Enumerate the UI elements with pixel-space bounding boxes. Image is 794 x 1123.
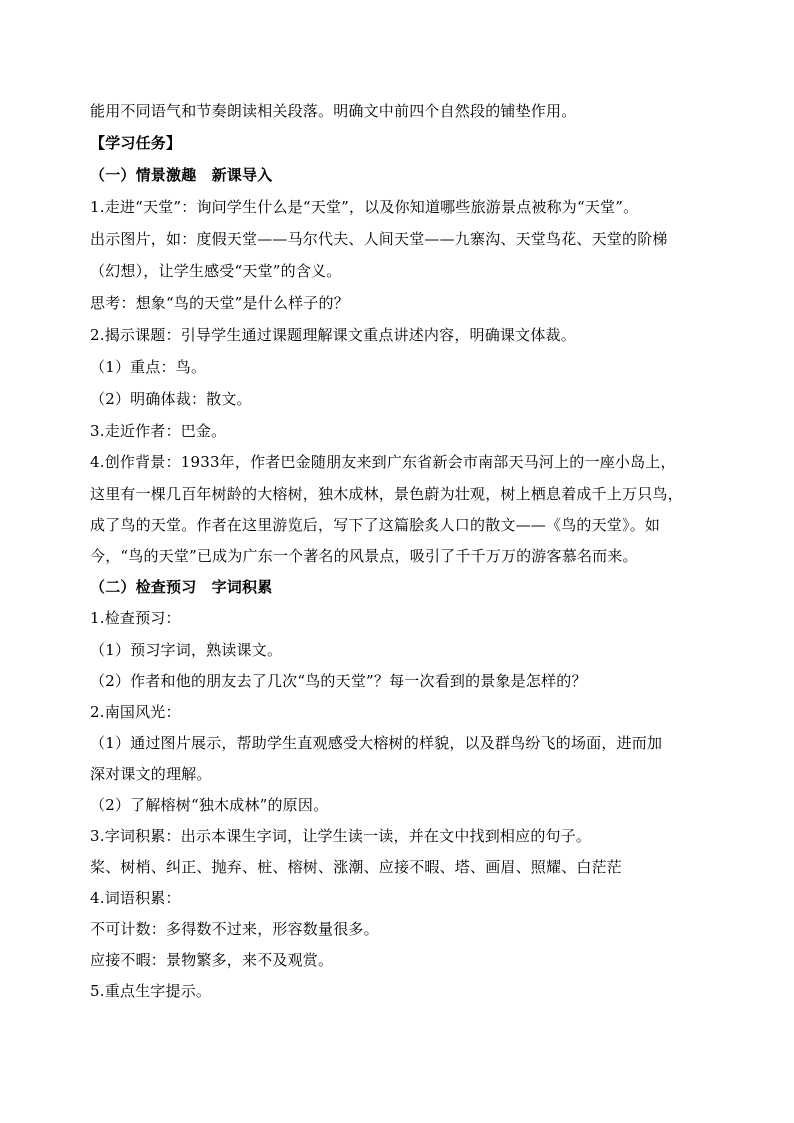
paragraph-line: 3.走近作者：巴金。 xyxy=(90,422,227,440)
paragraph-line: 4.词语积累： xyxy=(90,889,181,907)
paragraph-line: （1）通过图片展示，帮助学生直观感受大榕树的样貌，以及群鸟纷飞的场面，进而加 xyxy=(90,734,663,752)
paragraph-line: 1.走进“天堂”：询问学生什么是“天堂”，以及你知道哪些旅游景点被称为“天堂”。 xyxy=(90,198,639,216)
paragraph-line: （1）重点：鸟。 xyxy=(90,358,207,376)
paragraph-line: 今，“鸟的天堂”已成为广东一个著名的风景点，吸引了千千万万的游客慕名而来。 xyxy=(90,547,638,565)
paragraph-line: （幻想），让学生感受“天堂”的含义。 xyxy=(90,262,342,280)
subsection-heading: （一）情景激趣 新课导入 xyxy=(90,166,273,184)
paragraph-line: 成了鸟的天堂。作者在这里游览后，写下了这篇脍炙人口的散文——《鸟的天堂》。如 xyxy=(90,516,661,534)
paragraph-line: 2.南国风光： xyxy=(90,703,181,721)
paragraph-line: 5.重点生字提示。 xyxy=(90,982,212,1000)
subsection-heading: （二）检查预习 字词积累 xyxy=(90,578,273,596)
paragraph-line: （2）明确体裁：散文。 xyxy=(90,390,252,408)
paragraph-line: 4.创作背景：1933年，作者巴金随朋友来到广东省新会市南部天马河上的一座小岛上， xyxy=(90,453,676,471)
paragraph-line: 1.检查预习： xyxy=(90,609,181,627)
paragraph-line: 这里有一棵几百年树龄的大榕树，独木成林，景色蔚为壮观，树上栖息着成千上万只鸟， xyxy=(90,485,683,503)
paragraph-line: （2）作者和他的朋友去了几次“鸟的天堂”？每一次看到的景象是怎样的？ xyxy=(90,672,587,690)
paragraph-line: 桨、树梢、纠正、抛弃、桩、榕树、涨潮、应接不暇、塔、画眉、照耀、白茫茫 xyxy=(90,858,623,876)
section-heading: 【学习任务】 xyxy=(90,134,182,152)
paragraph-line: 不可计数：多得数不过来，形容数量很多。 xyxy=(90,920,379,938)
paragraph-line: 思考：想象“鸟的天堂”是什么样子的？ xyxy=(90,294,349,312)
paragraph-line: （2）了解榕树“独木成林”的原因。 xyxy=(90,796,329,814)
paragraph-line: 深对课文的理解。 xyxy=(90,765,212,783)
paragraph-line: 应接不暇：景物繁多，来不及观赏。 xyxy=(90,951,334,969)
paragraph-line: 能用不同语气和节奏朗读相关段落。明确文中前四个自然段的铺垫作用。 xyxy=(90,102,577,120)
paragraph-line: （1）预习字词，熟读课文。 xyxy=(90,641,283,659)
paragraph-line: 3.字词积累：出示本课生字词，让学生读一读，并在文中找到相应的句子。 xyxy=(90,827,592,845)
paragraph-line: 出示图片，如：度假天堂——马尔代夫、人间天堂——九寨沟、天堂鸟花、天堂的阶梯 xyxy=(90,230,668,248)
paragraph-line: 2.揭示课题：引导学生通过课题理解课文重点讲述内容，明确课文体裁。 xyxy=(90,326,576,344)
